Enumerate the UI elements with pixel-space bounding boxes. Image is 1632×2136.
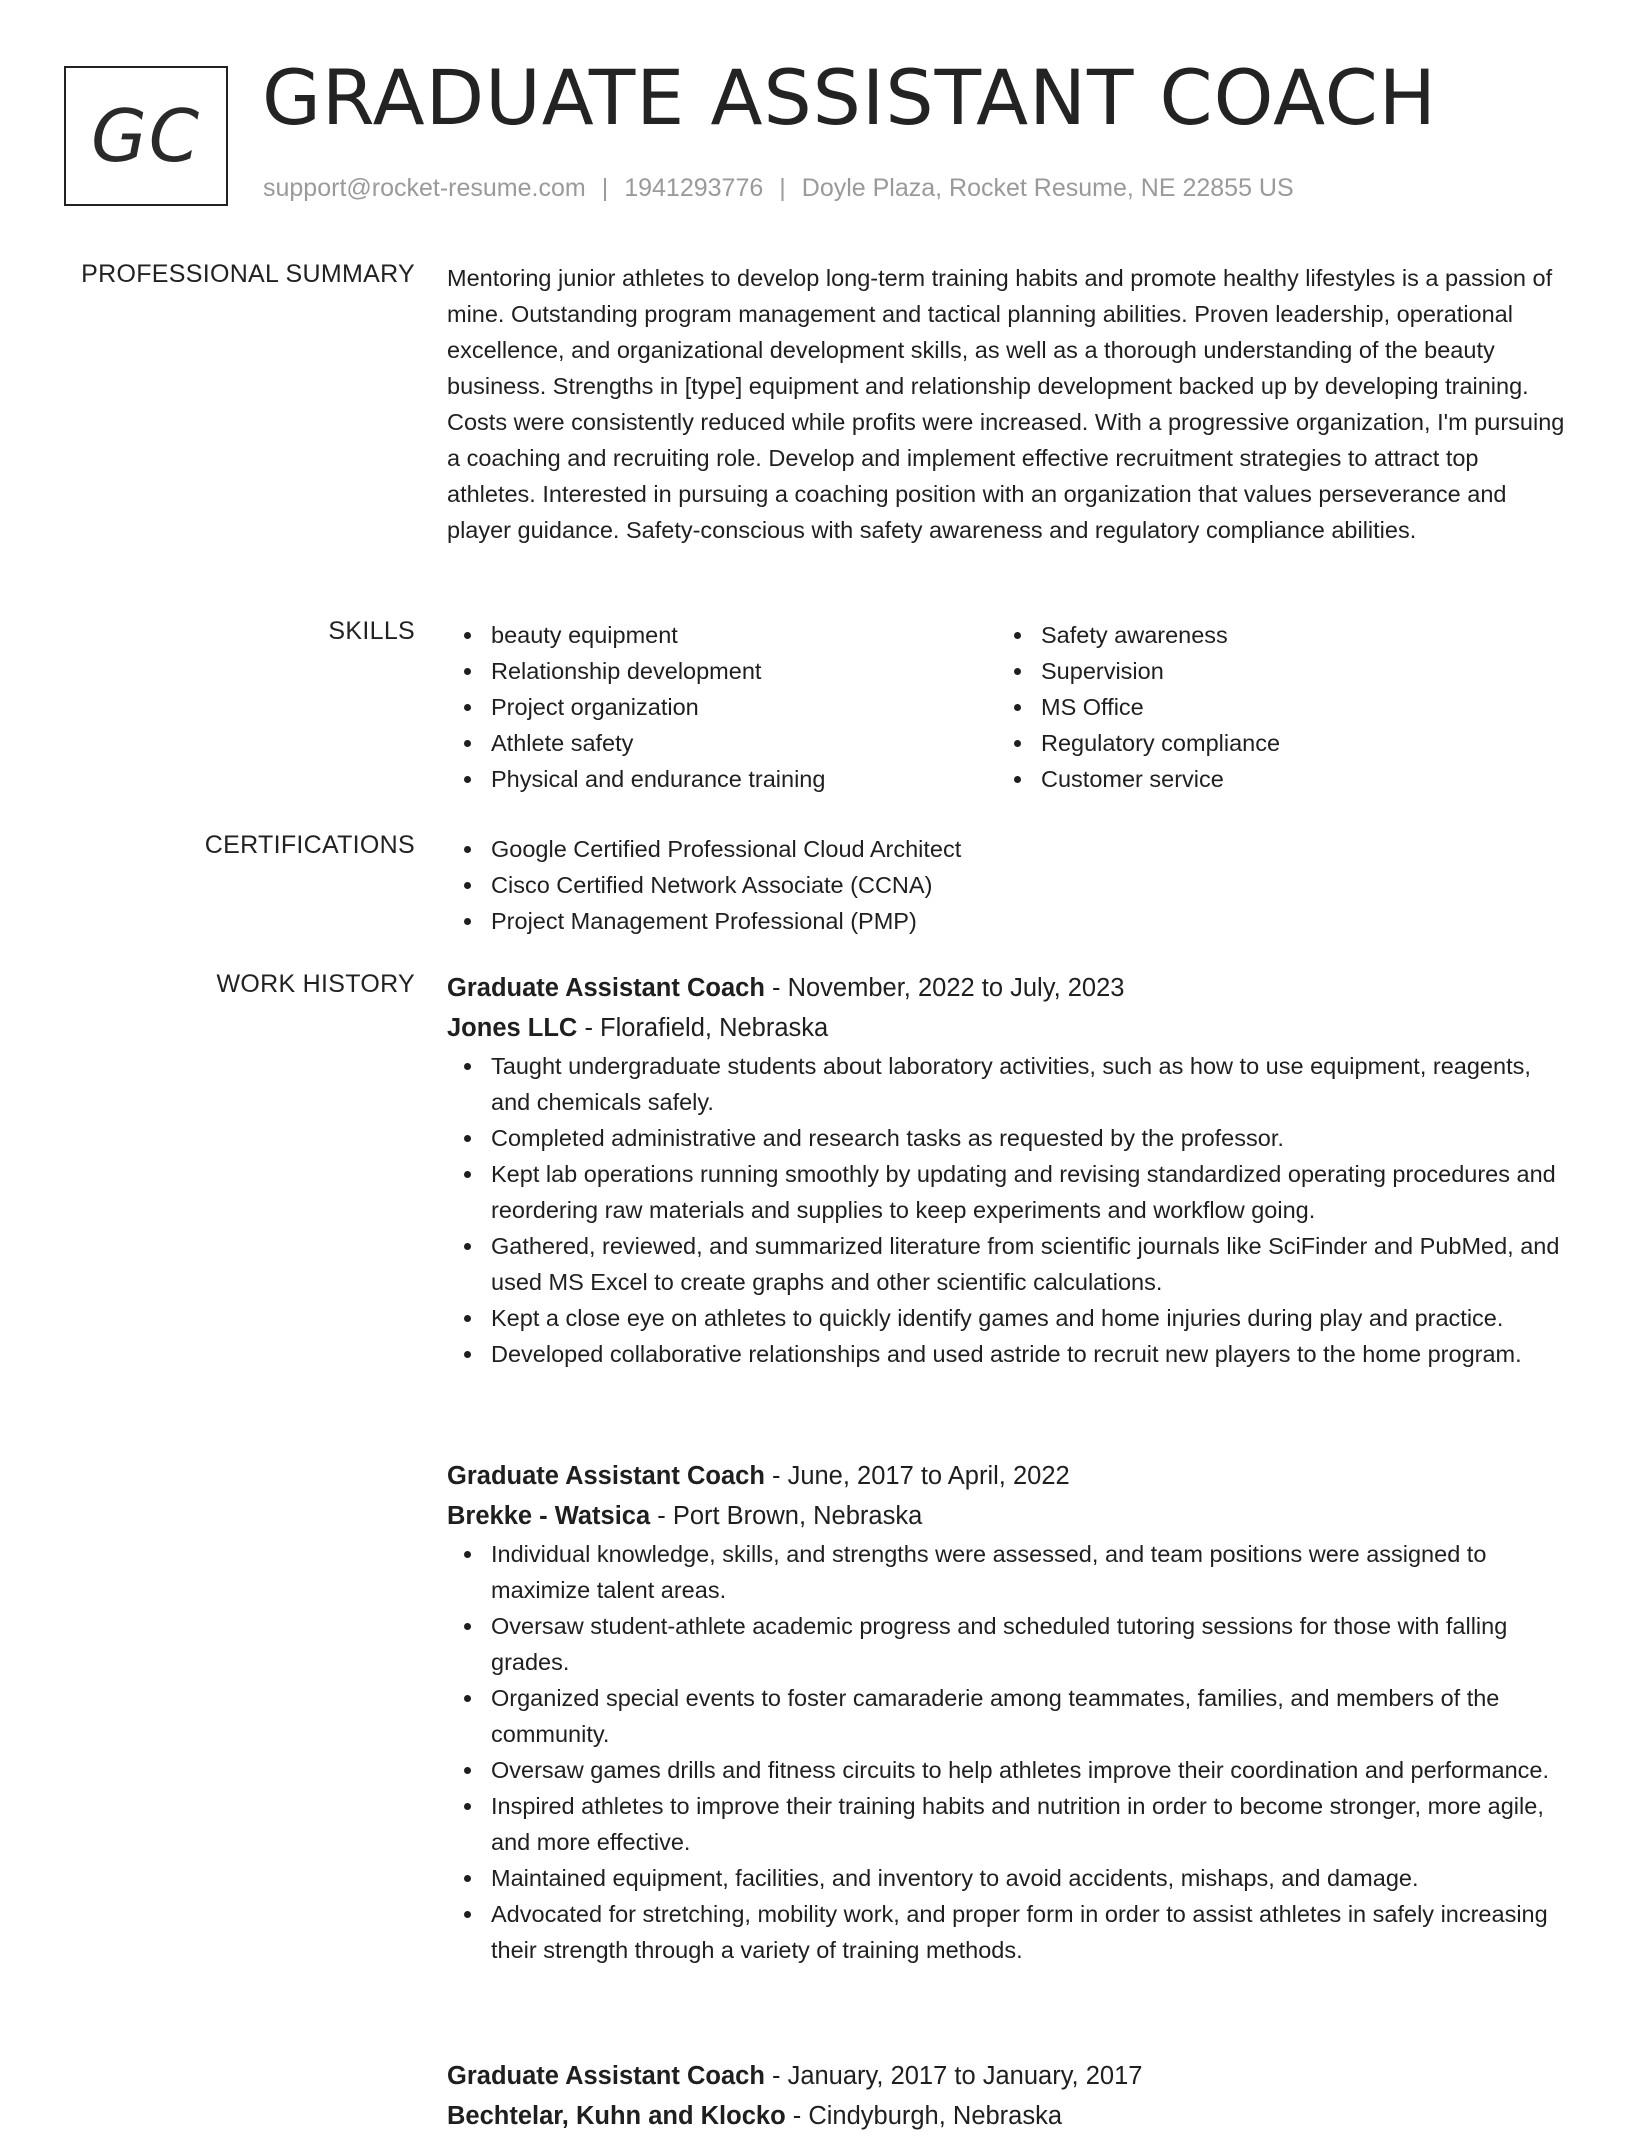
job-title: Graduate Assistant Coach: [447, 1462, 765, 1490]
job-bullets: [447, 1048, 1567, 1372]
skill-item: Regulatory compliance: [997, 725, 1547, 761]
job-bullet: Advocated for stretching, mobility work, and proper form in order to assist athletes in safely increasing their strength through a variety of training methods.: [447, 1896, 1567, 1968]
job-bullet: Maintained equipment, facilities, and inventory to avoid accidents, mishaps, and damage.: [447, 1860, 1567, 1896]
summary-body: [447, 260, 1567, 548]
contact-line: [263, 174, 1294, 203]
job-bullet: Individual knowledge, skills, and strengths were assessed, and team positions were assigned to maximize talent areas.: [447, 1536, 1567, 1608]
work-history-label: WORK HISTORY: [216, 970, 415, 998]
skill-item: Customer service: [997, 761, 1547, 797]
job-location: - Florafield, Nebraska: [577, 1014, 829, 1042]
job-dates: - January, 2017 to January, 2017: [764, 2062, 1143, 2090]
skills-list-left: [447, 617, 997, 797]
job-entry: [447, 968, 1567, 1372]
job-entry: [447, 2056, 1567, 2136]
certification-item: Project Management Professional (PMP): [447, 903, 1567, 939]
job-entry: [447, 1456, 1567, 1968]
certifications-label: CERTIFICATIONS: [204, 831, 415, 859]
job-bullet: Completed administrative and research tasks as requested by the professor.: [447, 1120, 1567, 1156]
job-title-line: [447, 2056, 1567, 2096]
skills-list-right: [997, 617, 1547, 797]
job-dates: - June, 2017 to April, 2022: [764, 1462, 1070, 1490]
job-bullet: Kept lab operations running smoothly by updating and revising standardized operating procedures and reordering raw materials and supplies to keep experiments and workflow going.: [447, 1156, 1567, 1228]
skill-item: Safety awareness: [997, 617, 1547, 653]
job-company: Brekke - Watsica: [447, 1502, 651, 1530]
job-bullet: Oversaw games drills and fitness circuits to help athletes improve their coordination and performance.: [447, 1752, 1567, 1788]
job-bullet: Inspired athletes to improve their training habits and nutrition in order to become stronger, more agile, and more effective.: [447, 1788, 1567, 1860]
job-company-line: [447, 1008, 1567, 1048]
job-title-line: [447, 1456, 1567, 1496]
job-dates: - November, 2022 to July, 2023: [764, 974, 1125, 1002]
monogram-initials: GC: [90, 94, 202, 178]
job-title-line: [447, 968, 1567, 1008]
job-company-line: [447, 2096, 1567, 2136]
skill-item: beauty equipment: [447, 617, 997, 653]
job-location: - Cindyburgh, Nebraska: [785, 2102, 1063, 2130]
skills-body: [447, 617, 1567, 797]
certifications-list: [447, 831, 1567, 939]
job-bullets: [447, 1536, 1567, 1968]
certification-item: Cisco Certified Network Associate (CCNA): [447, 867, 1567, 903]
job-company: Bechtelar, Kuhn and Klocko: [447, 2102, 786, 2130]
job-bullet: Taught undergraduate students about laboratory activities, such as how to use equipment, reagents, and chemicals safely.: [447, 1048, 1567, 1120]
skill-item: Project organization: [447, 689, 997, 725]
contact-phone: 1941293776: [624, 174, 764, 202]
job-bullet: Organized special events to foster camaraderie among teammates, families, and members of the community.: [447, 1680, 1567, 1752]
contact-address: Doyle Plaza, Rocket Resume, NE 22855 US: [801, 174, 1294, 202]
contact-separator: |: [601, 174, 609, 202]
job-bullet: Oversaw student-athlete academic progress and scheduled tutoring sessions for those with falling grades.: [447, 1608, 1567, 1680]
job-bullet: Kept a close eye on athletes to quickly identify games and home injuries during play and practice.: [447, 1300, 1567, 1336]
monogram-box: [64, 66, 228, 206]
job-location: - Port Brown, Nebraska: [650, 1502, 923, 1530]
skills-label: SKILLS: [328, 617, 415, 645]
job-title: Graduate Assistant Coach: [447, 974, 765, 1002]
job-company: Jones LLC: [447, 1014, 578, 1042]
certifications-body: [447, 831, 1567, 939]
skill-item: Supervision: [997, 653, 1547, 689]
skill-item: Athlete safety: [447, 725, 997, 761]
job-bullet: Gathered, reviewed, and summarized literature from scientific journals like SciFinder and PubMed, and used MS Excel to create graphs and other scientific calculations.: [447, 1228, 1567, 1300]
skill-item: Physical and endurance training: [447, 761, 997, 797]
job-title: Graduate Assistant Coach: [447, 2062, 765, 2090]
certification-item: Google Certified Professional Cloud Architect: [447, 831, 1567, 867]
job-company-line: [447, 1496, 1567, 1536]
contact-email: support@rocket-resume.com: [263, 174, 586, 202]
summary-label: PROFESSIONAL SUMMARY: [81, 260, 415, 288]
summary-text: Mentoring junior athletes to develop long-term training habits and promote healthy lifestyles is a passion of mine. Outstanding program management and tactical planning abilities. Proven leadership, operational excellence, and organizational development skills, as well as a thorough understanding of the beauty business. Strengths in [type] equipment and relationship development backed up by developing training. Costs were consistently reduced while profits were increased. With a progressive organization, I'm pursuing a coaching and recruiting role. Develop and implement effective recruitment strategies to attract top athletes. Interested in pursuing a coaching position with an organization that values perseverance and player guidance. Safety-conscious with safety awareness and regulatory compliance abilities.: [447, 265, 1565, 543]
contact-separator: |: [779, 174, 786, 202]
job-bullet: Developed collaborative relationships and used astride to recruit new players to the home program.: [447, 1336, 1567, 1372]
resume-title: GRADUATE ASSISTANT COACH: [262, 53, 1437, 142]
skill-item: Relationship development: [447, 653, 997, 689]
skill-item: MS Office: [997, 689, 1547, 725]
